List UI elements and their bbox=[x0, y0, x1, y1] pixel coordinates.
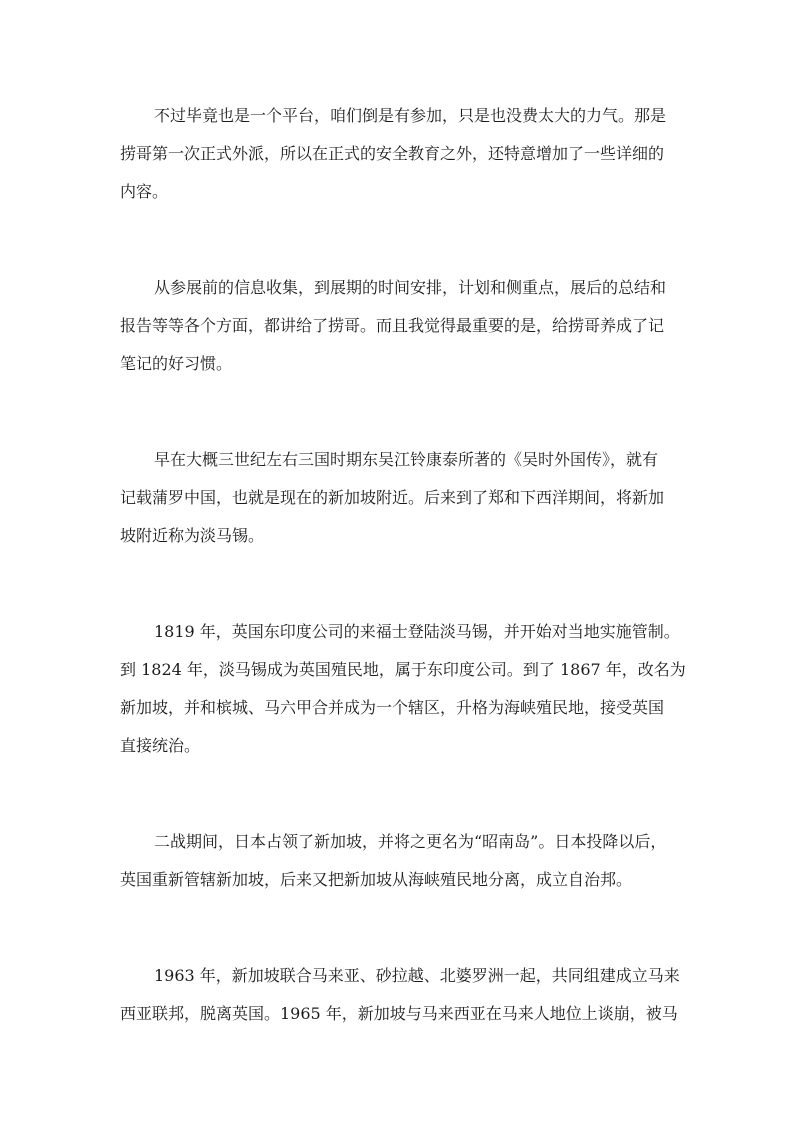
document-body bbox=[120, 97, 686, 1091]
text-line: 直接统治。 bbox=[120, 736, 201, 755]
text-line: 英国重新管辖新加坡，后来又把新加坡从海峡殖民地分离，成立自治邦。 bbox=[120, 870, 633, 889]
paragraph-1 bbox=[120, 97, 682, 211]
text-line: 捞哥第一次正式外派，所以在正式的安全教育之外，还特意增加了一些详细的 bbox=[120, 144, 665, 163]
text-line: 1963 年，新加坡联合马来亚、砂拉越、北婆罗洲一起，共同组建成立马来 bbox=[154, 966, 680, 985]
text-line: 记载蒲罗中国，也就是现在的新加坡附近。后来到了郑和下西洋期间，将新加 bbox=[120, 488, 665, 507]
text-line: 报告等等各个方面，都讲给了捞哥。而且我觉得最重要的是，给捞哥养成了记 bbox=[120, 316, 665, 335]
paragraph-2 bbox=[120, 269, 682, 383]
paragraph-3 bbox=[120, 441, 682, 555]
text-line: 新加坡，并和槟城、马六甲合并成为一个辖区，升格为海峡殖民地，接受英国 bbox=[120, 698, 665, 717]
text-line: 不过毕竟也是一个平台，咱们倒是有参加，只是也没费太大的力气。那是 bbox=[154, 106, 667, 125]
text-line: 坡附近称为淡马锡。 bbox=[120, 526, 265, 545]
paragraph-6 bbox=[120, 957, 682, 1033]
text-line: 1819 年，英国东印度公司的来福士登陆淡马锡，并开始对当地实施管制。 bbox=[154, 622, 680, 641]
text-line: 从参展前的信息收集，到展期的时间安排，计划和侧重点，展后的总结和 bbox=[154, 278, 667, 297]
text-line: 早在大概三世纪左右三国时期东吴江铃康泰所著的《吴时外国传》，就有 bbox=[154, 450, 659, 469]
paragraph-5 bbox=[120, 823, 682, 899]
text-line: 西亚联邦，脱离英国。1965 年，新加坡与马来西亚在马来人地位上谈崩，被马 bbox=[120, 1004, 678, 1023]
text-line: 到 1824 年，淡马锡成为英国殖民地，属于东印度公司。到了 1867 年，改名为 bbox=[120, 660, 686, 679]
text-line: 内容。 bbox=[120, 182, 169, 201]
text-line: 二战期间，日本占领了新加坡，并将之更名为“昭南岛”。日本投降以后， bbox=[154, 832, 667, 851]
paragraph-4 bbox=[120, 613, 686, 765]
text-line: 笔记的好习惯。 bbox=[120, 354, 233, 373]
